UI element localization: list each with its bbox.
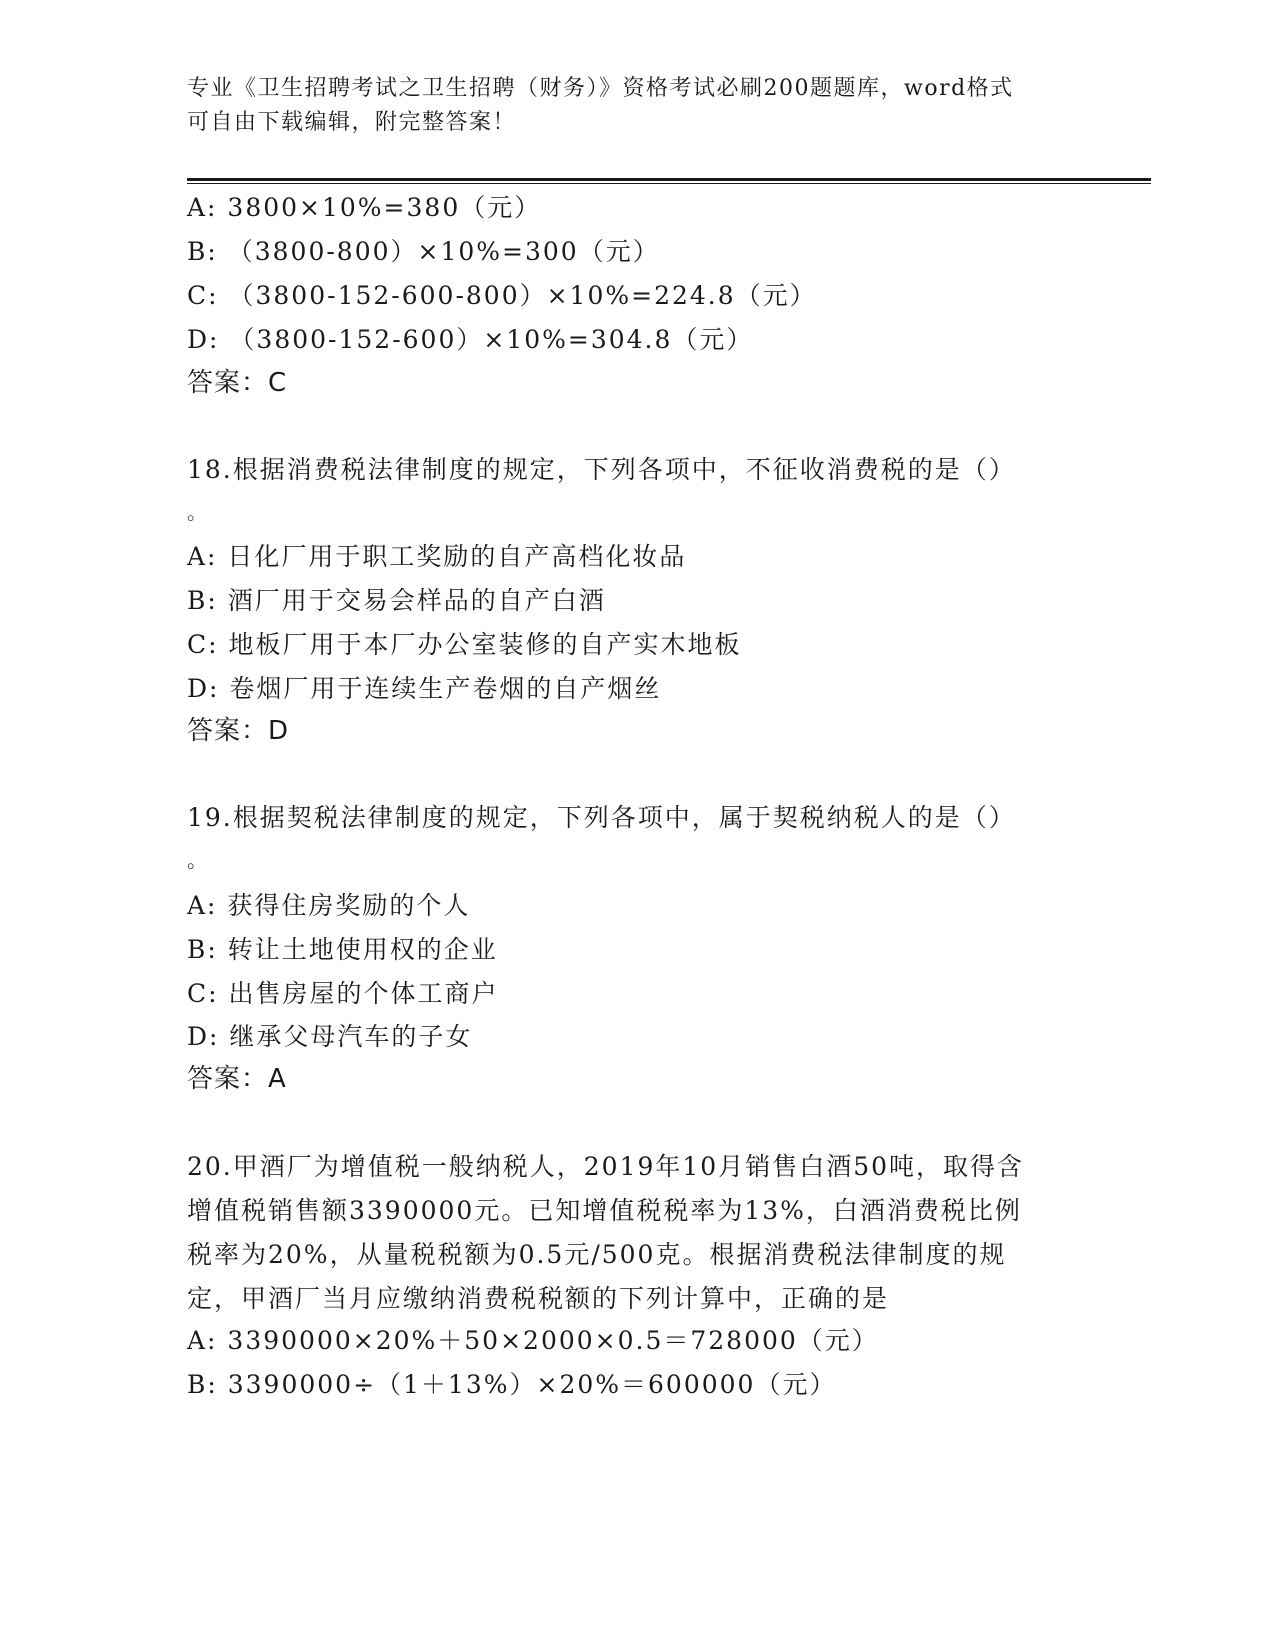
header-line-1: 专业《卫生招聘考试之卫生招聘（财务）》资格考试必刷200题题库，word格式 (187, 76, 1014, 101)
header-line-2: 可自由下载编辑，附完整答案！ (187, 110, 517, 135)
q17-option-b: B: （3800-800）×10%=300（元） (187, 237, 660, 266)
q20-option-b: B: 3390000÷（1＋13%）×20%＝600000（元） (187, 1370, 837, 1399)
q17-option-a: A: 3800×10%=380（元） (187, 193, 542, 222)
q19-option-c: C: 出售房屋的个体工商户 (187, 979, 499, 1008)
header-divider-thin (187, 183, 1151, 184)
q20-stem-line-3: 税率为20%，从量税税额为0.5元/500克。根据消费税法律制度的规 (187, 1240, 1007, 1269)
q19-answer: 答案：A (187, 1064, 287, 1094)
q17-answer: 答案：C (187, 368, 288, 398)
q18-option-b: B: 酒厂用于交易会样品的自产白酒 (187, 586, 606, 615)
q18-stem: 18.根据消费税法律制度的规定，下列各项中，不征收消费税的是（） (187, 455, 1016, 484)
q18-option-c: C: 地板厂用于本厂办公室装修的自产实木地板 (187, 630, 742, 659)
header-divider-thick (187, 178, 1151, 181)
q19-stem-end: 。 (187, 848, 207, 872)
q19-option-a: A: 获得住房奖励的个人 (187, 891, 471, 920)
q18-answer: 答案：D (187, 716, 290, 746)
q19-option-d: D: 继承父母汽车的子女 (187, 1022, 473, 1051)
q17-option-d: D: （3800-152-600）×10%=304.8（元） (187, 325, 754, 354)
document-header (187, 72, 1067, 140)
q20-stem-line-2: 增值税销售额3390000元。已知增值税税率为13%，白酒消费税比例 (187, 1196, 1022, 1225)
q17-option-c: C: （3800-152-600-800）×10%=224.8（元） (187, 281, 817, 310)
q18-option-d: D: 卷烟厂用于连续生产卷烟的自产烟丝 (187, 674, 662, 703)
q18-stem-end: 。 (187, 500, 207, 524)
q20-option-a: A: 3390000×20%＋50×2000×0.5＝728000（元） (187, 1326, 879, 1355)
q19-stem: 19.根据契税法律制度的规定，下列各项中，属于契税纳税人的是（） (187, 803, 1016, 832)
q20-stem-line-1: 20.甲酒厂为增值税一般纳税人，2019年10月销售白酒50吨，取得含 (187, 1152, 1025, 1181)
q18-option-a: A: 日化厂用于职工奖励的自产高档化妆品 (187, 542, 687, 571)
q19-option-b: B: 转让土地使用权的企业 (187, 935, 498, 964)
q20-stem-line-4: 定，甲酒厂当月应缴纳消费税税额的下列计算中，正确的是 (187, 1284, 890, 1313)
